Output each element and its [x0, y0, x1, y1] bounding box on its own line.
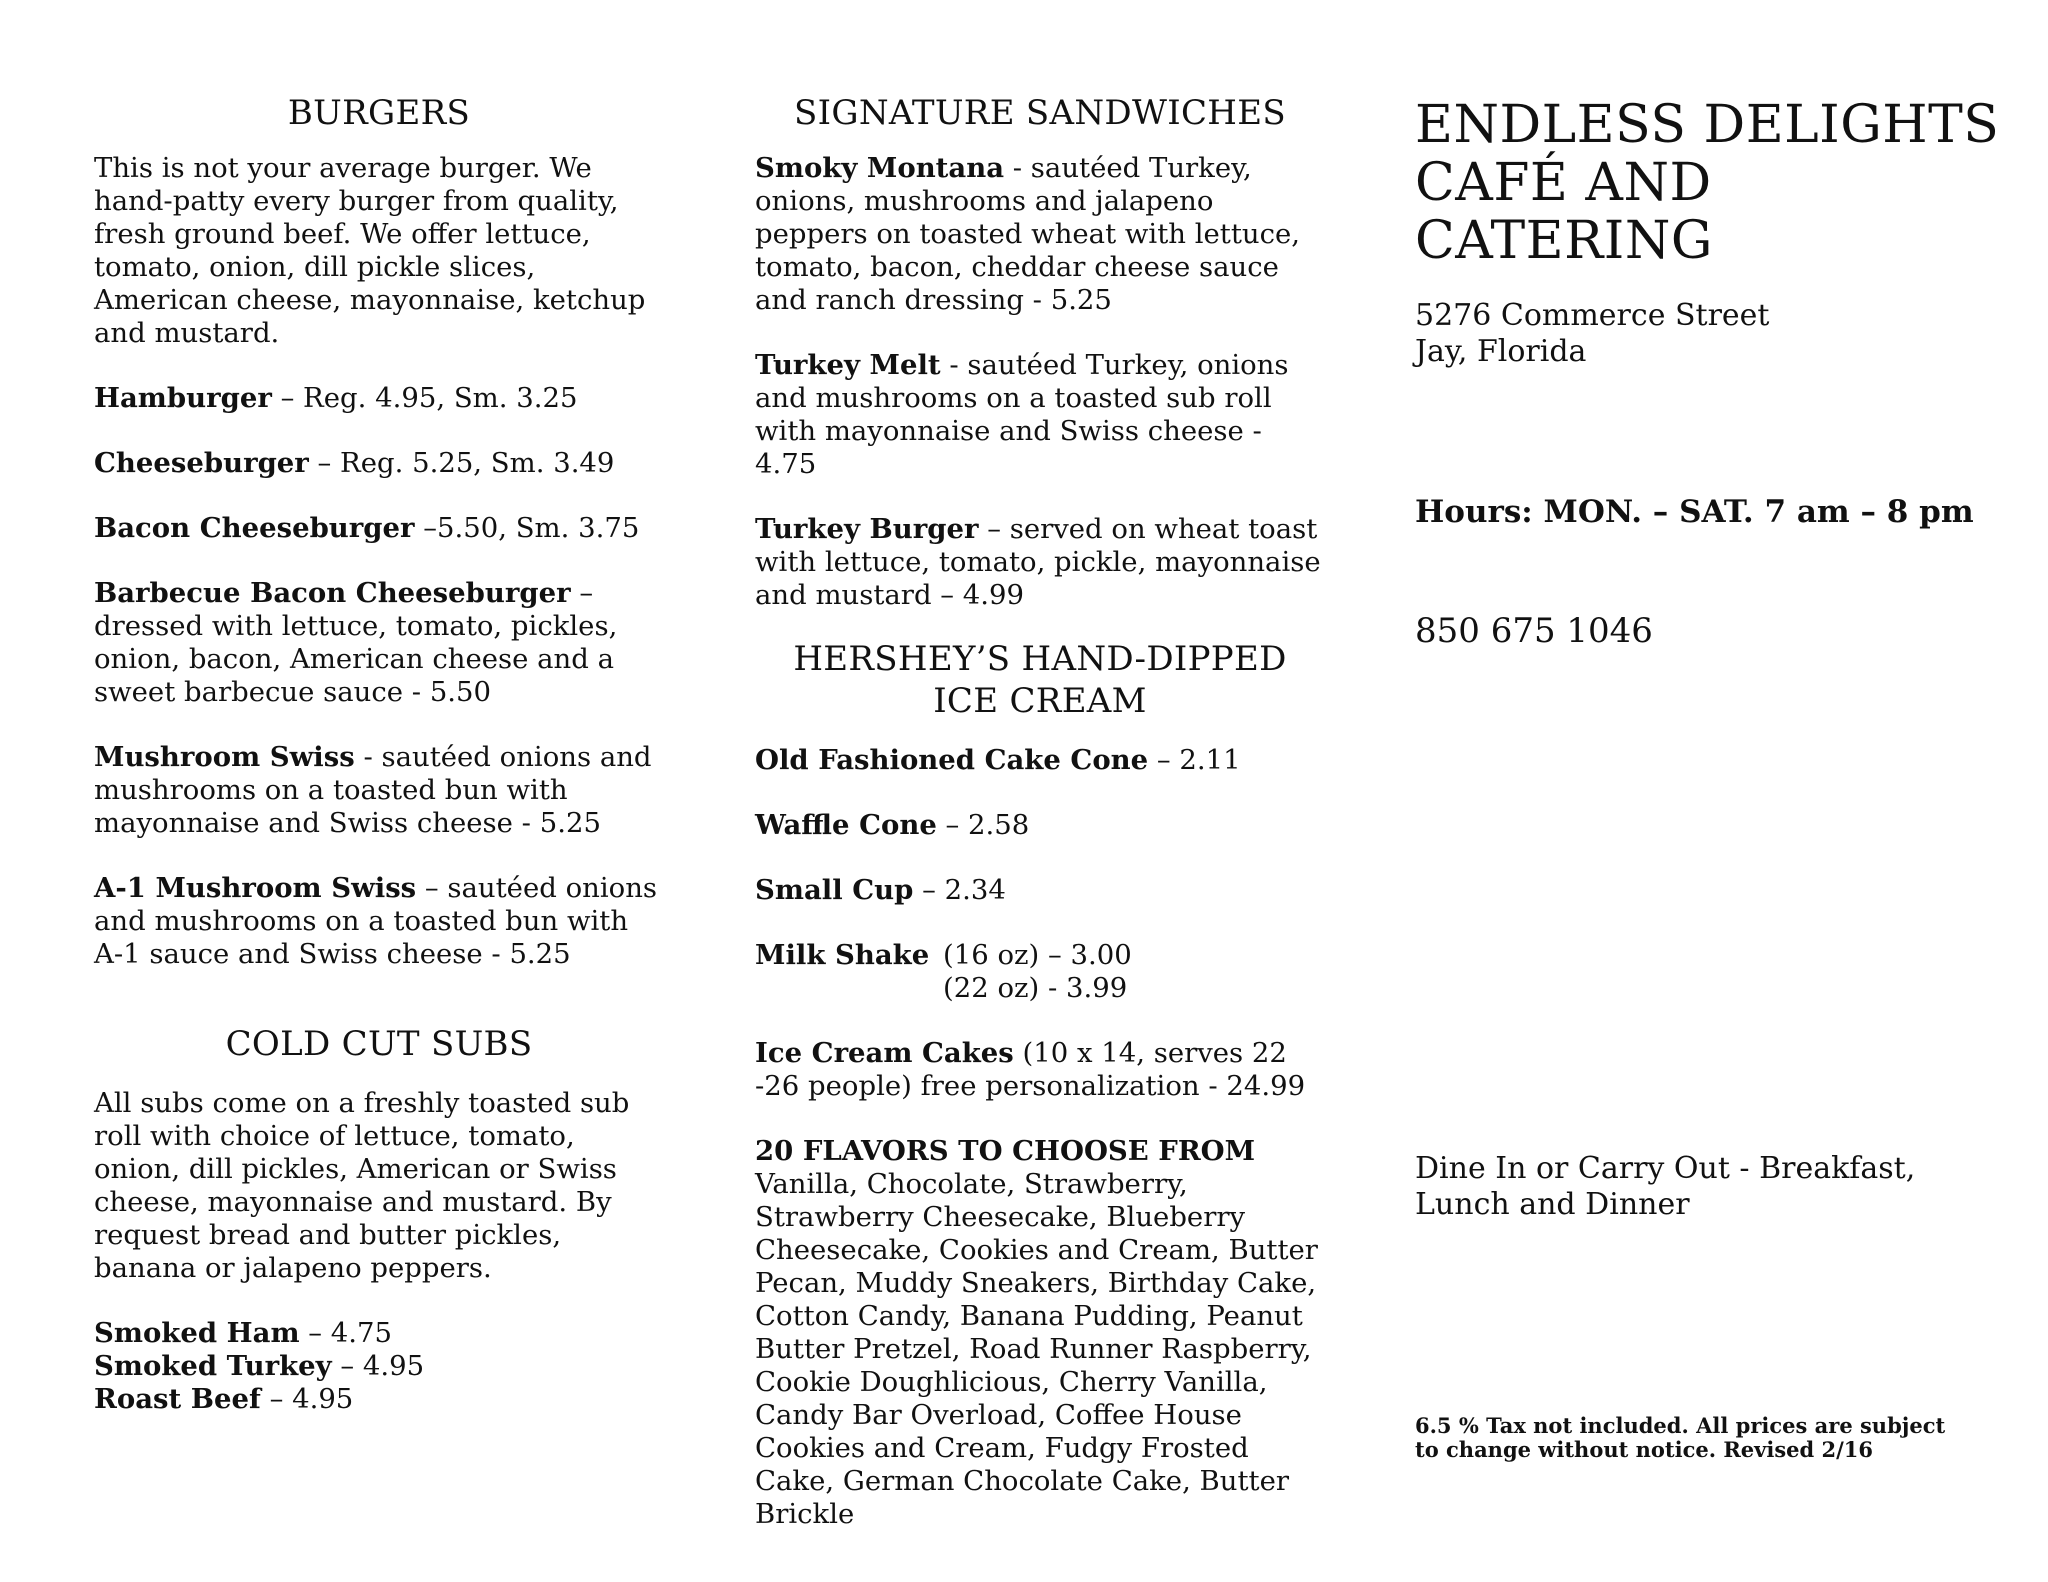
item-name: A-1 Mushroom Swiss	[94, 872, 417, 904]
item-name: Smoked Ham	[94, 1317, 300, 1349]
item-detail: – Reg. 4.95, Sm. 3.25	[271, 382, 578, 414]
tax-note: 6.5 % Tax not included. All prices are subject to change without notice. Revised 2/16	[1415, 1413, 1946, 1462]
menu-item	[755, 349, 1325, 481]
item-detail: – dressed with lettuce, tomato, pickles, onion, bacon, American cheese and a sweet barbecue sauce - 5.50	[94, 577, 618, 708]
phone-number: 850 675 1046	[1415, 611, 1653, 651]
menu-item	[755, 152, 1325, 317]
item-detail: – 4.75	[299, 1317, 393, 1349]
item-name: Bacon Cheeseburger	[94, 512, 415, 544]
middle-column	[755, 92, 1325, 1531]
flavors-heading: 20 FLAVORS TO CHOOSE FROM	[755, 1135, 1256, 1167]
item-name: Roast Beef	[94, 1383, 261, 1415]
address	[1415, 298, 2005, 370]
item-name: Hamburger	[94, 382, 272, 414]
item-detail: – 2.58	[936, 809, 1030, 841]
item-name: Barbecue Bacon Cheeseburger	[94, 577, 571, 609]
item-name: Small Cup	[755, 874, 914, 906]
cold-cut-subs-heading: COLD CUT SUBS	[225, 1024, 533, 1064]
ice-cream-heading-line1: HERSHEY’S HAND-DIPPED	[793, 639, 1287, 679]
item-name: Turkey Burger	[755, 513, 979, 545]
item-detail: –5.50, Sm. 3.75	[414, 512, 640, 544]
right-column	[1415, 96, 2005, 1496]
menu-item	[94, 382, 664, 415]
item-detail: – sautéed onions and mushrooms on a toasted bun with A-1 sauce and Swiss cheese - 5.25	[94, 872, 658, 970]
menu-item	[94, 1350, 664, 1383]
item-name: Milk Shake	[755, 939, 930, 971]
item-detail: (10 x 14, serves 22 -26 people) free personalization - 24.99	[755, 1037, 1306, 1102]
cafe-name-line1: ENDLESS DELIGHTS	[1415, 95, 2000, 155]
hours: Hours: MON. – SAT. 7 am – 8 pm	[1415, 494, 1974, 530]
item-detail: – 2.11	[1148, 744, 1241, 776]
item-detail: – 4.95	[260, 1383, 354, 1415]
menu-item	[94, 872, 664, 971]
menu-item	[94, 512, 664, 545]
milk-shake-item	[755, 939, 1325, 1005]
service-options: Dine In or Carry Out - Breakfast, Lunch and Dinner	[1415, 1151, 1916, 1222]
subs-intro: All subs come on a freshly toasted sub roll with choice of lettuce, tomato, onion, dill pickles, American or Swiss cheese, mayonnaise and mustard. By request bread and butter pickles, banana or jalapeno peppers.	[94, 1087, 630, 1284]
flavors-list: Vanilla, Chocolate, Strawberry, Strawberry Cheesecake, Blueberry Cheesecake, Cookies and Cream, Butter Pecan, Muddy Sneakers, Birthday Cake, Cotton Candy, Banana Pudding, Peanut Butter Pretzel, Road Runner Raspberry, Cookie Doughlicious, Cherry Vanilla, Candy Bar Overload, Coffee House Cookies and Cream, Fudgy Frosted Cake, German Chocolate Cake, Butter Brickle	[755, 1168, 1318, 1530]
signature-sandwiches-heading: SIGNATURE SANDWICHES	[794, 93, 1286, 133]
menu-item	[755, 513, 1325, 612]
milk-shake-sizes	[943, 939, 1132, 1005]
milk-shake-size-16: (16 oz) – 3.00	[943, 939, 1132, 971]
ice-cream-heading-line2: ICE CREAM	[933, 681, 1147, 721]
item-name: Ice Cream Cakes	[755, 1037, 1014, 1069]
item-detail: – 4.95	[331, 1350, 425, 1382]
flavors-section	[755, 1135, 1325, 1531]
menu-item	[94, 577, 664, 709]
item-detail: - sautéed Turkey, onions and mushrooms on a toasted sub roll with mayonnaise and Swiss cheese - 4.75	[755, 349, 1289, 480]
cafe-name-line2: CAFÉ AND CATERING	[1415, 153, 1713, 271]
left-column	[94, 92, 664, 1416]
item-name: Turkey Melt	[755, 349, 941, 381]
item-detail: – served on wheat toast with lettuce, tomato, pickle, mayonnaise and mustard – 4.99	[755, 513, 1321, 611]
ice-cream-heading	[755, 638, 1325, 722]
menu-item	[755, 874, 1325, 907]
item-name: Old Fashioned Cake Cone	[755, 744, 1149, 776]
burgers-heading: BURGERS	[287, 93, 471, 133]
cafe-name	[1415, 96, 2005, 270]
item-name: Smoky Montana	[755, 152, 1005, 184]
menu-item	[94, 1383, 664, 1416]
item-detail: - sautéed onions and mushrooms on a toasted bun with mayonnaise and Swiss cheese - 5.25	[94, 741, 652, 839]
milk-shake-size-22: (22 oz) - 3.99	[943, 972, 1128, 1004]
menu-item	[94, 447, 664, 480]
item-name: Cheeseburger	[94, 447, 309, 479]
burgers-intro: This is not your average burger. We hand-patty every burger from quality, fresh ground beef. We offer lettuce, tomato, onion, dill pickle slices, American cheese, mayonnaise, ketchup and mustard.	[94, 152, 646, 349]
menu-item	[755, 809, 1325, 842]
menu-item	[94, 1317, 664, 1350]
address-street: 5276 Commerce Street	[1415, 298, 1770, 333]
menu-item	[94, 741, 664, 840]
subs-list	[94, 1317, 664, 1416]
item-detail: – Reg. 5.25, Sm. 3.49	[308, 447, 615, 479]
menu-item	[755, 1037, 1325, 1103]
item-name: Mushroom Swiss	[94, 741, 355, 773]
menu-item	[755, 744, 1325, 777]
item-name: Waffle Cone	[755, 809, 937, 841]
item-detail: – 2.34	[913, 874, 1006, 906]
address-city: Jay, Florida	[1415, 334, 1587, 369]
item-name: Smoked Turkey	[94, 1350, 332, 1382]
item-detail: - sautéed Turkey, onions, mushrooms and jalapeno peppers on toasted wheat with lettuce, tomato, bacon, cheddar cheese sauce and ranch dressing - 5.25	[755, 152, 1301, 316]
